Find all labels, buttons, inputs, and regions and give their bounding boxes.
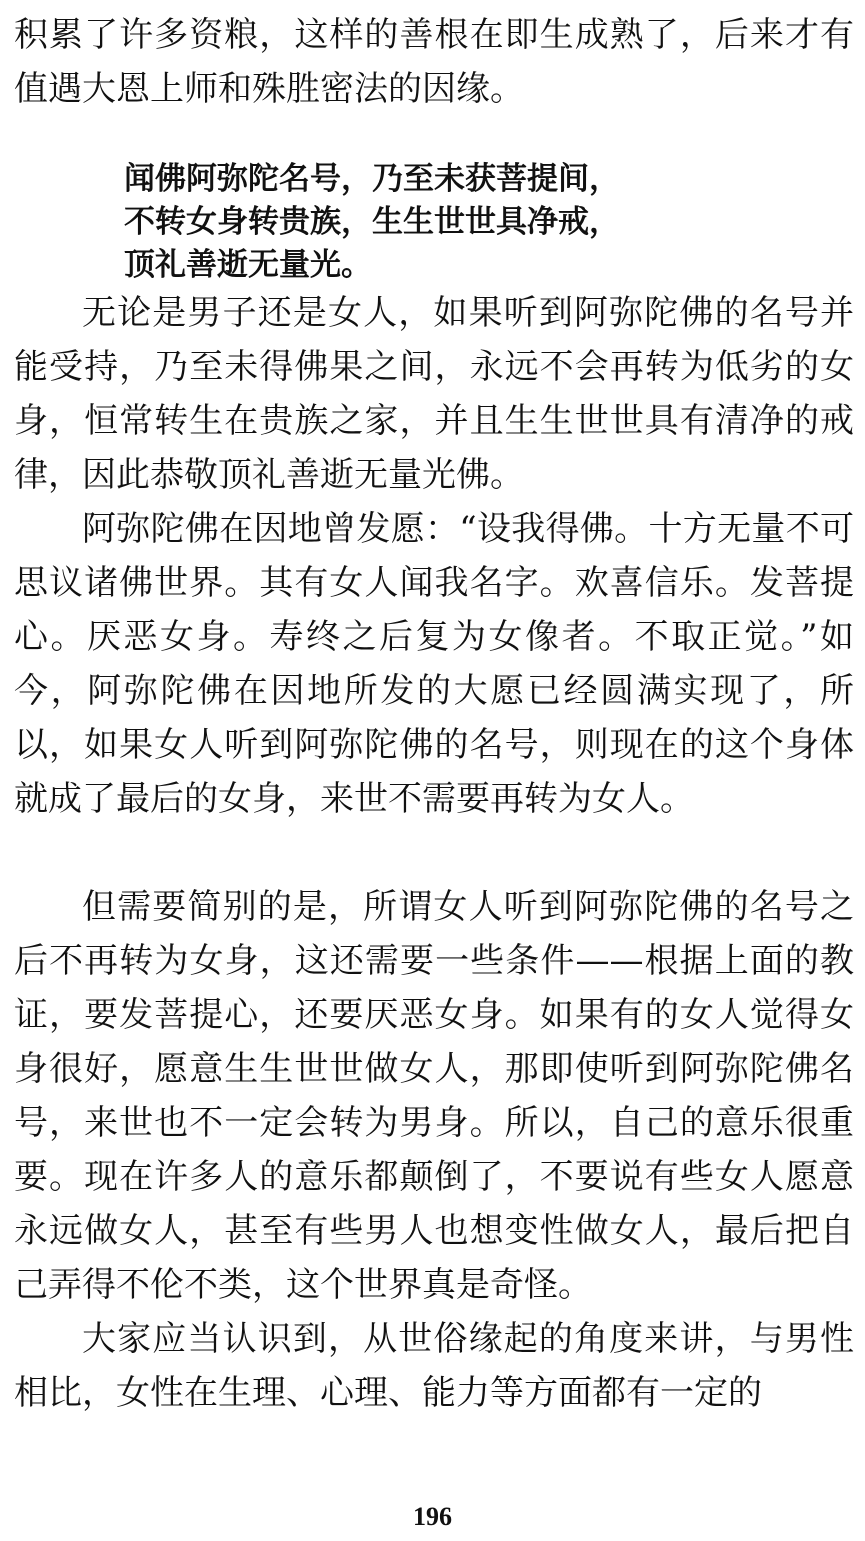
verse-line-1: 闻佛阿弥陀名号，乃至未获菩提间，	[124, 161, 620, 197]
verse-line-2: 不转女身转贵族，生生世世具净戒，	[124, 204, 620, 240]
verse-block	[124, 158, 620, 287]
page-number: 196	[413, 1502, 452, 1531]
paragraph-commentary-4: 大家应当认识到，从世俗缘起的角度来讲，与男性相比，女性在生理、心理、能力等方面都有一定的	[14, 1319, 854, 1413]
verse-line-3: 顶礼善逝无量光。	[124, 247, 372, 283]
paragraph-commentary-2: 阿弥陀佛在因地曾发愿：“设我得佛。十方无量不可思议诸佛世界。其有女人闻我名字。欢喜信乐。发菩提心。厌恶女身。寿终之后复为女像者。不取正觉。”如今，阿弥陀佛在因地所发的大愿已经圆满实现了，所以，如果女人听到阿弥陀佛的名号，则现在的这个身体就成了最后的女身，来世不需要再转为女人。	[14, 509, 854, 819]
paragraph-commentary-1: 无论是男子还是女人，如果听到阿弥陀佛的名号并能受持，乃至未得佛果之间，永远不会再转为低劣的女身，恒常转生在贵族之家，并且生生世世具有清净的戒律，因此恭敬顶礼善逝无量光佛。	[14, 293, 854, 495]
paragraph-commentary-3: 但需要简别的是，所谓女人听到阿弥陀佛的名号之后不再转为女身，这还需要一些条件——根据上面的教证，要发菩提心，还要厌恶女身。如果有的女人觉得女身很好，愿意生生世世做女人，那即使听到阿弥陀佛名号，来世也不一定会转为男身。所以，自己的意乐很重要。现在许多人的意乐都颠倒了，不要说有些女人愿意永远做女人，甚至有些男人也想变性做女人，最后把自己弄得不伦不类，这个世界真是奇怪。	[14, 887, 854, 1305]
intro-paragraph: 积累了许多资粮，这样的善根在即生成熟了，后来才有值遇大恩上师和殊胜密法的因缘。	[14, 15, 854, 109]
